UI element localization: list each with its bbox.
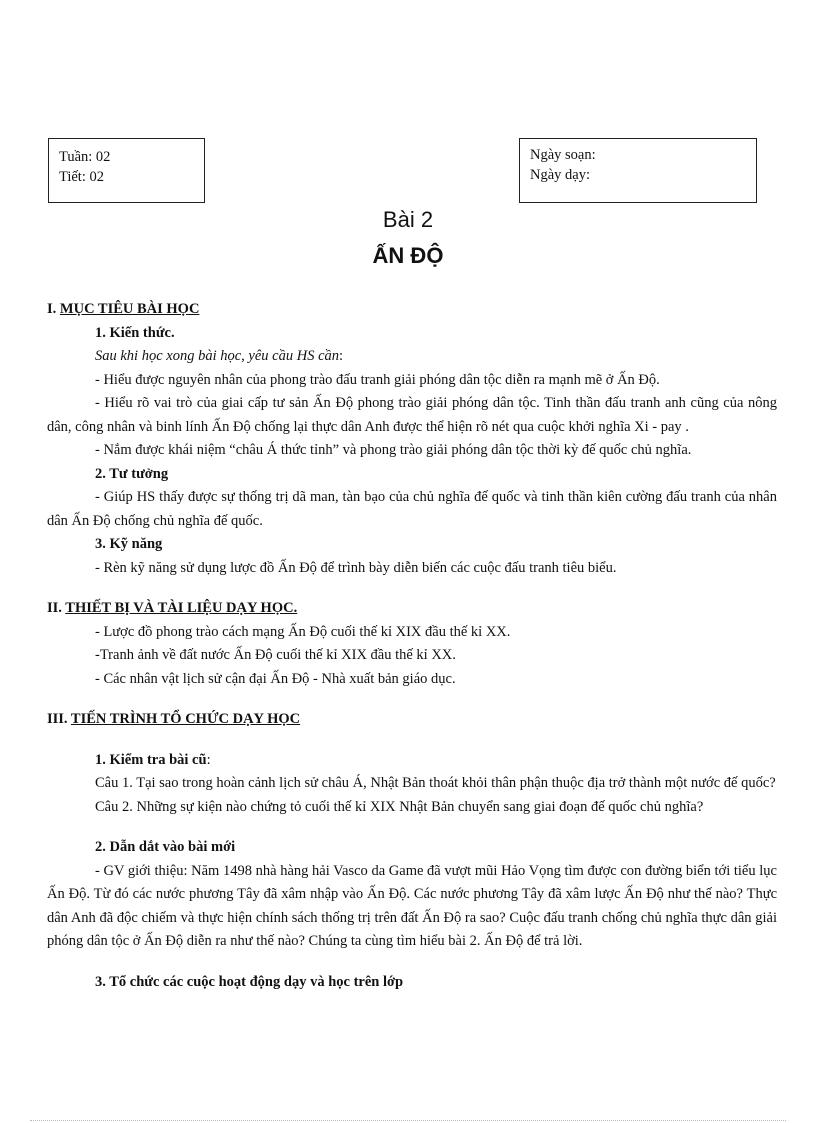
equipment-item-2: -Tranh ảnh về đất nước Ấn Độ cuối thế kỉ XIX đầu thế kỉ XX. <box>95 647 456 663</box>
week-label: Tuần: 02 <box>59 149 111 165</box>
section-2-prefix: II. <box>47 600 66 616</box>
intro-text: - GV giới thiệu: Năm 1498 nhà hàng hải Vasco da Game đã vượt mũi Hảo Vọng tìm được con đường biển tới tiểu lục Ấn Độ. Từ đó các nước phương Tây đã xâm nhập vào Ấn Độ. Các nước phương Tây đã xâm lược Ấn Độ như thế nào? Thực dân Anh đã độc chiếm và thực hiện chính sách thống trị trên đất Ấn Độ ra sao? Cuộc đấu tranh chống chủ nghĩa thực dân giải phóng dân tộc ở Ấn Độ diễn ra như thế nào? Chúng ta cùng tìm hiểu bài 2. Ấn Độ để trả lời. <box>47 862 777 949</box>
dates-box <box>519 138 757 203</box>
skills-text: - Rèn kỹ năng sử dụng lược đồ Ấn Độ để trình bày diễn biến các cuộc đấu tranh tiêu biểu. <box>95 559 617 576</box>
section-3-prefix: III. <box>47 711 71 727</box>
knowledge-item-2: - Hiểu rõ vai trò của giai cấp tư sản Ấn Độ phong trào giải phóng dân tộc. Tinh thần đấu tranh anh cũng của nông dân, công nhân và binh lính Ấn Độ chống lại thực dân Anh được thể hiện rõ nét qua cuộc khởi nghĩa Xi - pay . <box>47 395 777 435</box>
lesson-title: ẤN ĐỘ <box>372 243 444 268</box>
intro-heading: 2. Dẫn dắt vào bài mới <box>95 839 236 855</box>
review-heading-colon: : <box>206 751 211 768</box>
week-period-box <box>48 138 205 203</box>
knowledge-item-3: - Nắm được khái niệm “châu Á thức tỉnh” và phong trào giải phóng dân tộc thời kỳ đế quốc chủ nghĩa. <box>95 442 692 458</box>
knowledge-intro-colon: : <box>339 348 344 364</box>
prep-date-label: Ngày soạn: <box>530 147 596 163</box>
knowledge-item-1: - Hiểu được nguyên nhân của phong trào đấu tranh giải phóng dân tộc diễn ra mạnh mẽ ở Ấn Độ. <box>95 371 660 388</box>
section-2-title: THIẾT BỊ VÀ TÀI LIỆU DẠY HỌC. <box>65 600 298 616</box>
section-3-title: TIẾN TRÌNH TỔ CHỨC DẠY HỌC <box>70 711 301 727</box>
lesson-plan-body <box>47 298 777 994</box>
skills-heading: 3. Kỹ năng <box>95 536 163 552</box>
section-1-prefix: I. <box>47 301 60 317</box>
lesson-number: Bài 2 <box>382 207 434 232</box>
equipment-item-3: - Các nhân vật lịch sử cận đại Ấn Độ - Nhà xuất bản giáo dục. <box>95 670 456 687</box>
period-label: Tiết: 02 <box>59 169 104 185</box>
page-bottom-divider <box>30 1120 786 1121</box>
equipment-item-1: - Lược đồ phong trào cách mạng Ấn Độ cuối thế kỉ XIX đầu thế kỉ XX. <box>95 623 511 640</box>
section-1-heading <box>47 298 777 322</box>
review-question-2: Câu 2. Những sự kiện nào chứng tỏ cuối thế kỉ XIX Nhật Bản chuyển sang giai đoạn đế quốc chủ nghĩa? <box>95 798 704 815</box>
review-question-1: Câu 1. Tại sao trong hoàn cảnh lịch sử châu Á, Nhật Bản thoát khỏi thân phận thuộc địa trở thành một nước đế quốc? <box>95 775 776 791</box>
review-heading-text: 1. Kiểm tra bài cũ <box>95 751 207 768</box>
activities-heading: 3. Tổ chức các cuộc hoạt động dạy và học trên lớp <box>95 973 404 990</box>
thought-text: - Giúp HS thấy được sự thống trị dã man, tàn bạo của chủ nghĩa đế quốc và tinh thần kiên cường đấu tranh của nhân dân Ấn Độ chống chủ nghĩa đế quốc. <box>47 489 777 529</box>
knowledge-intro-text: Sau khi học xong bài học, yêu cầu HS cần <box>95 348 340 364</box>
knowledge-intro <box>47 345 777 369</box>
review-heading <box>47 749 777 773</box>
section-3-heading <box>47 708 777 732</box>
knowledge-heading: 1. Kiến thức. <box>95 324 175 341</box>
section-2-heading <box>47 597 777 621</box>
thought-heading: 2. Tư tưởng <box>95 465 169 482</box>
teach-date-label: Ngày dạy: <box>530 167 590 183</box>
section-1-title: MỤC TIÊU BÀI HỌC <box>59 301 200 317</box>
